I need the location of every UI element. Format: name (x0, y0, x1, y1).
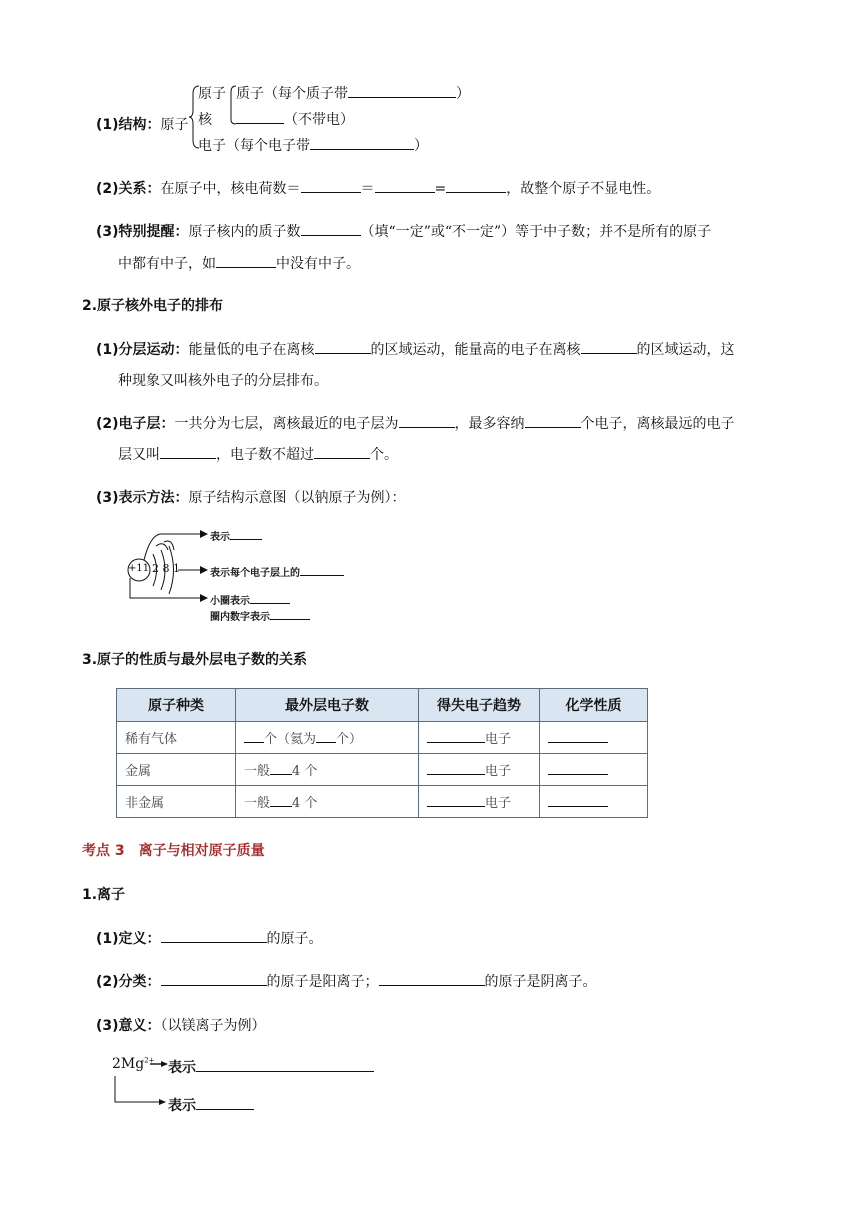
method-line: (3)表示方法：原子结构示意图（以钠原子为例）： (96, 490, 406, 506)
blank (348, 83, 456, 98)
blank (300, 565, 344, 576)
blank (310, 135, 414, 150)
blank (270, 793, 292, 807)
neutron-line: （不带电） (236, 109, 354, 129)
table-cell: 电子 (419, 754, 540, 786)
table-cell (540, 754, 648, 786)
table-header-row (117, 689, 648, 722)
blank (196, 1095, 254, 1110)
blank (525, 413, 581, 428)
diagram-label-1: 表示 (210, 528, 262, 543)
diagram-label-3: 小圈表示 (210, 592, 290, 607)
blank (270, 609, 310, 620)
blank (244, 729, 264, 743)
mg-arrows (112, 1060, 172, 1110)
blank (230, 529, 262, 540)
table-cell: 个（氦为 个） (236, 722, 419, 754)
blank (216, 253, 276, 268)
blank (375, 178, 435, 193)
definition-line: (1)定义： 的原子。 (96, 928, 323, 948)
table-cell: 电子 (419, 722, 540, 754)
ion-title: 1.离子 (82, 887, 126, 903)
table-cell: 稀有气体 (117, 722, 236, 754)
classification-line: (2)分类： 的原子是阳离子； 的原子是阴离子。 (96, 971, 597, 991)
diagram-label-2: 表示每个电子层上的 (210, 564, 344, 579)
blank (548, 761, 608, 775)
blank (446, 178, 506, 193)
diagram-label-4: 圈内数字表示 (210, 608, 310, 623)
table-header: 得失电子趋势 (419, 689, 540, 722)
shells-label: 2 8 1 (152, 562, 180, 575)
table-row (117, 786, 648, 818)
blank (548, 729, 608, 743)
blank (314, 444, 370, 459)
nucleus-label: +11 (128, 563, 150, 574)
table-cell: 金属 (117, 754, 236, 786)
table-cell: 非金属 (117, 786, 236, 818)
table-cell (540, 722, 648, 754)
blank (301, 178, 361, 193)
blank (379, 971, 485, 986)
blank (581, 339, 637, 354)
blank (160, 444, 216, 459)
shell-line-1: (2)电子层：一共分为七层，离核最近的电子层为 ，最多容纳 个电子，离核最远的电子 (96, 413, 735, 433)
table-cell: 一般 4 个 (236, 754, 419, 786)
blank (270, 761, 292, 775)
proton-line: 质子（每个质子带 ） (236, 83, 470, 103)
nucleus-label-1: 原子 (198, 86, 226, 102)
nucleus-label-2: 核 (198, 112, 212, 128)
shell-line-2: 层又叫 ，电子数不超过 个。 (118, 444, 398, 464)
blank (427, 793, 485, 807)
table-header: 原子种类 (117, 689, 236, 722)
mg-label-2: 表示 (168, 1095, 254, 1115)
mg-formula: $2Mg^{2+}$ (112, 1056, 155, 1072)
blank (427, 761, 485, 775)
blank (548, 793, 608, 807)
table-cell (540, 786, 648, 818)
blank (161, 928, 267, 943)
table-row (117, 722, 648, 754)
blank (399, 413, 455, 428)
layered-line-1: (1)分层运动：能量低的电子在离核 的区域运动，能量高的电子在离核 的区域运动，这 (96, 339, 735, 359)
section3-title: 3.原子的性质与最外层电子数的关系 (82, 652, 308, 668)
topic3-title: 考点 3 离子与相对原子质量 (82, 843, 265, 859)
atom-property-table (116, 688, 648, 818)
table-cell: 电子 (419, 786, 540, 818)
reminder-line-2: 中都有中子，如 中没有中子。 (118, 253, 360, 273)
blank (315, 339, 371, 354)
reminder-line-1: (3)特别提醒：原子核内的质子数 （填“一定”或“不一定”）等于中子数；并不是所有的原子 (96, 221, 711, 241)
electron-line: 电子（每个电子带 ） (198, 135, 428, 155)
blank (427, 729, 485, 743)
section2-title: 2.原子核外电子的排布 (82, 298, 224, 314)
table-header: 最外层电子数 (236, 689, 419, 722)
blank (196, 1057, 374, 1072)
blank (301, 221, 361, 236)
structure-label: (1)结构：原子 (96, 117, 189, 133)
blank (250, 593, 290, 604)
meaning-line: (3)意义：（以镁离子为例） (96, 1018, 266, 1034)
relation-line: (2)关系：在原子中，核电荷数＝ ＝ = ，故整个原子不显电性。 (96, 178, 660, 198)
blank (161, 971, 267, 986)
table-cell: 一般 4 个 (236, 786, 419, 818)
mg-label-1: 表示 (168, 1057, 374, 1077)
blank (316, 729, 336, 743)
blank (236, 109, 284, 124)
table-row (117, 754, 648, 786)
layered-line-2: 种现象又叫核外电子的分层排布。 (118, 373, 328, 389)
table-header: 化学性质 (540, 689, 648, 722)
